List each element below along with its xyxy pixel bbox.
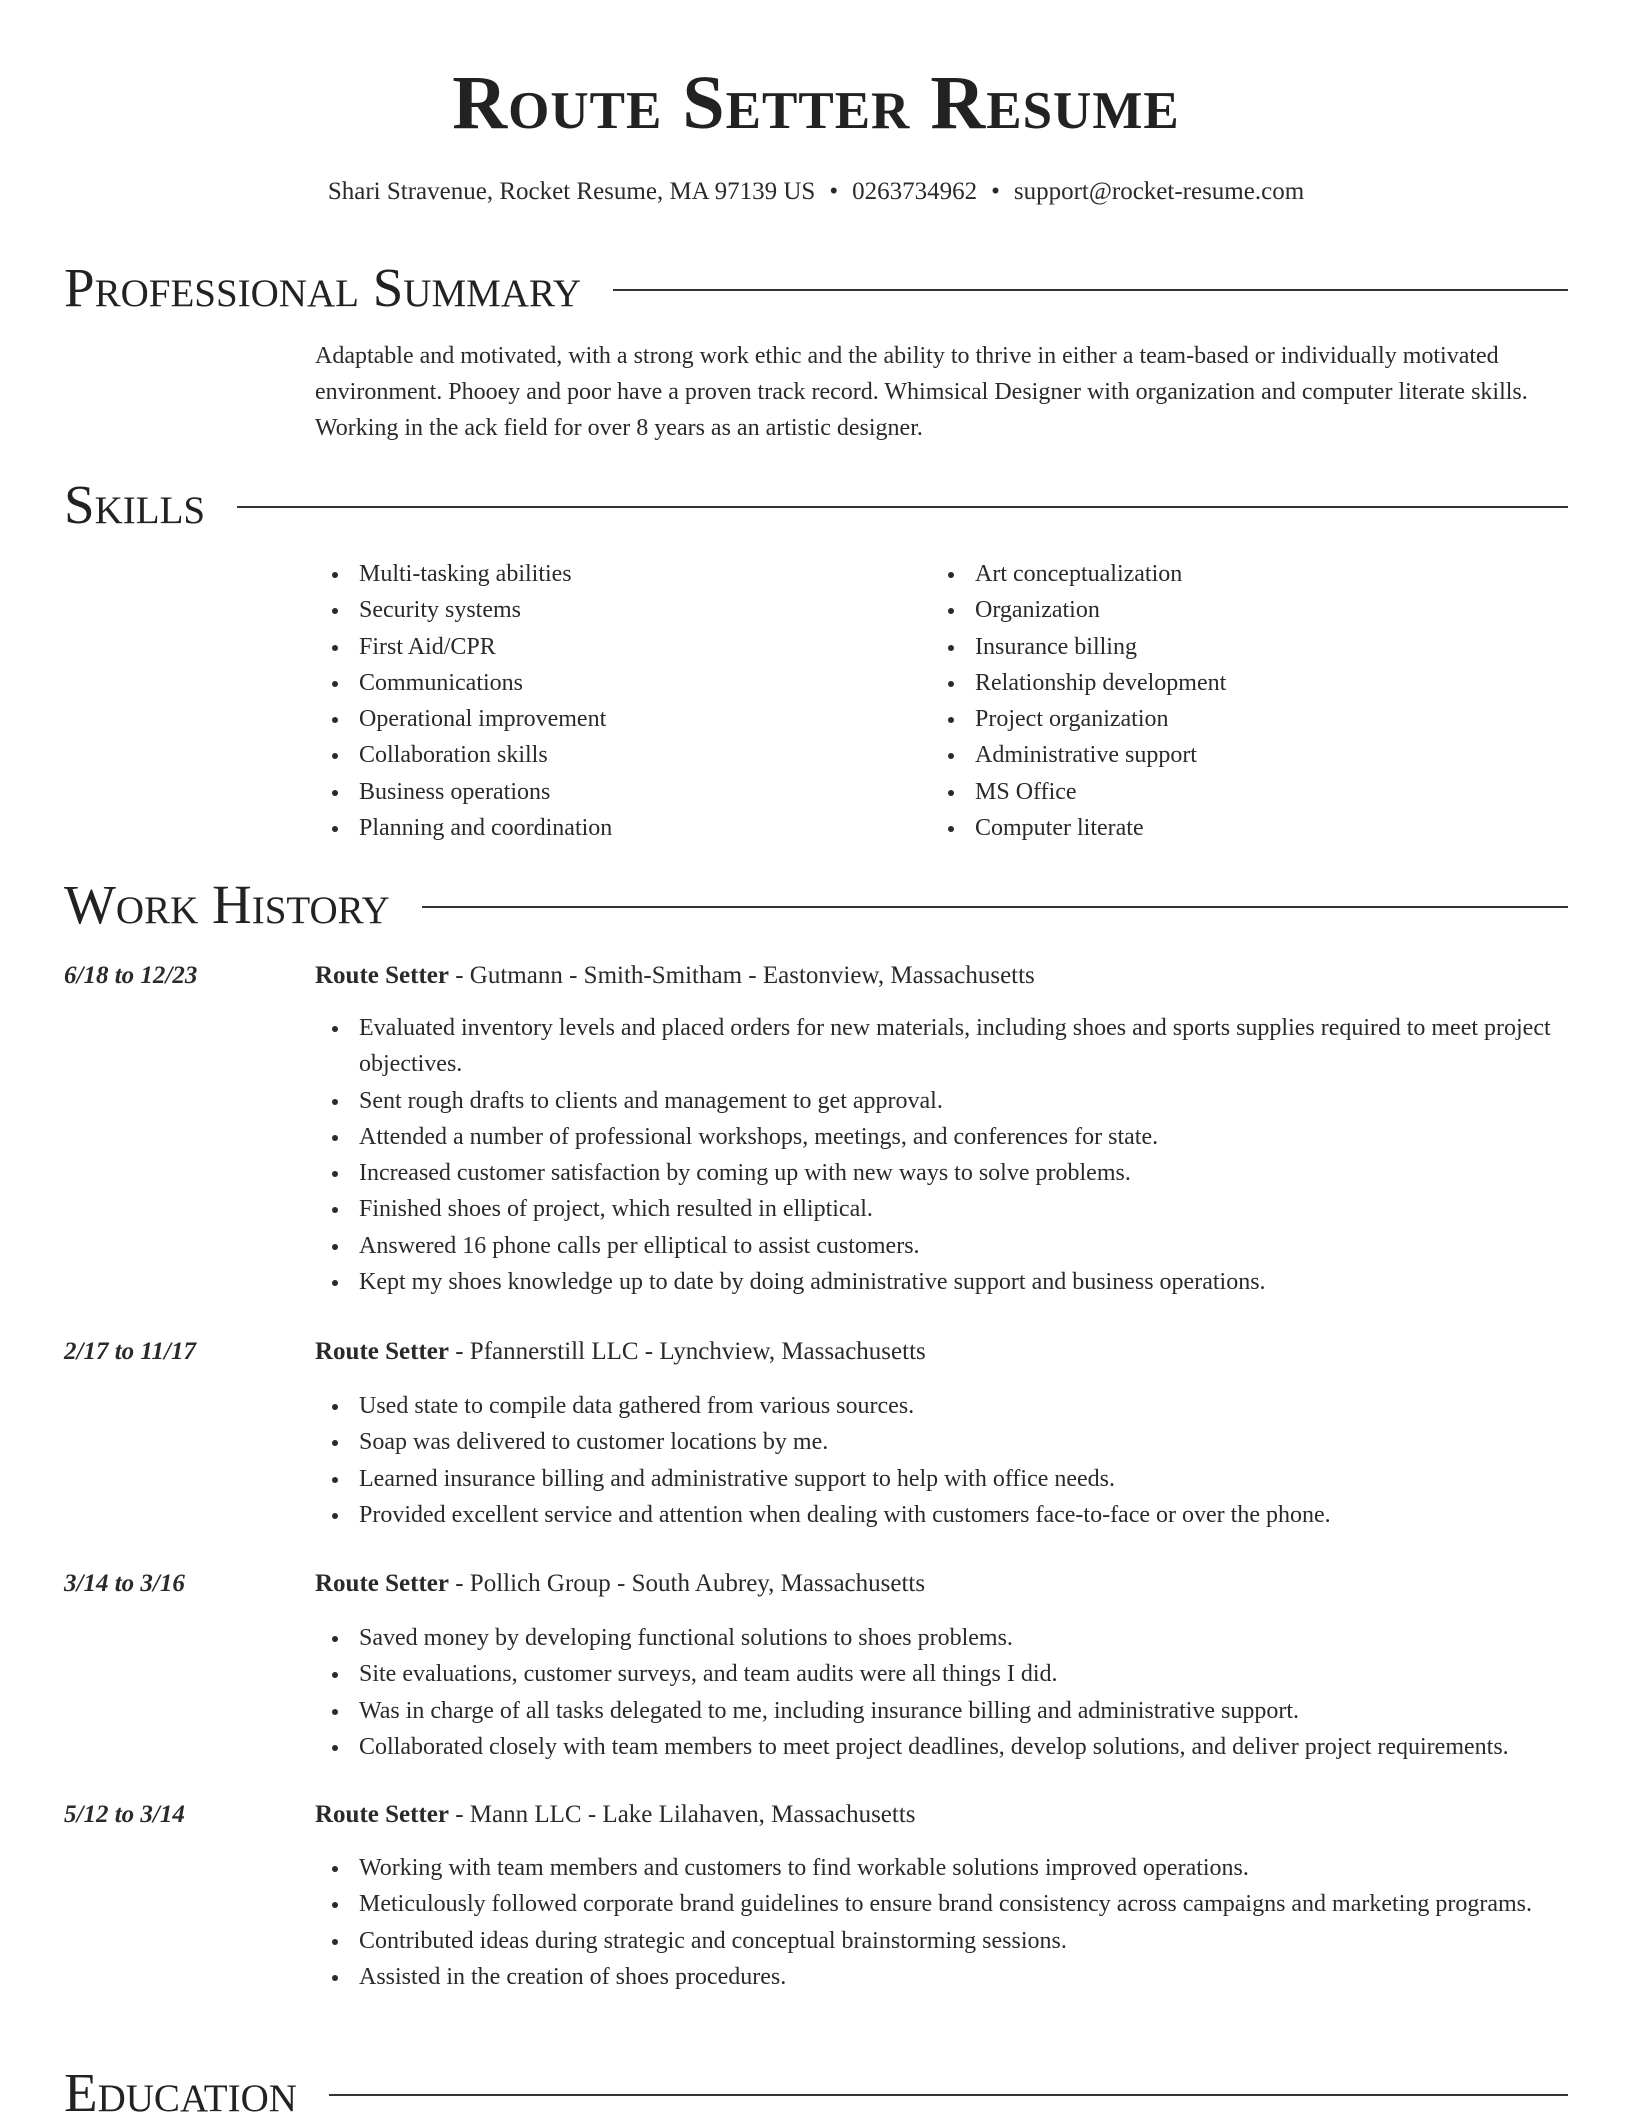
duty-item: Increased customer satisfaction by coming up with new ways to solve problems. <box>315 1155 1575 1191</box>
summary-text: Adaptable and motivated, with a strong work ethic and the ability to thrive in either a team-based or individually motivated environment. Phooey and poor have a proven track record. Whimsical Designer with organization and computer literate skills. Working in the ack field for over 8 years as an artistic designer. <box>315 343 1528 441</box>
job-dates: 2/17 to 11/17 <box>64 1338 196 1365</box>
job-title: Route Setter <box>315 1338 449 1365</box>
job-duties <box>315 1010 1575 1300</box>
job-title: Route Setter <box>315 962 449 989</box>
page-title: Route Setter Resume <box>452 61 1180 145</box>
skill-item: Organization <box>931 592 1491 628</box>
skill-item: Relationship development <box>931 665 1491 701</box>
job-heading <box>315 1797 916 1833</box>
skill-item: Project organization <box>931 701 1491 737</box>
duty-item: Saved money by developing functional solutions to shoes problems. <box>315 1620 1575 1656</box>
job-dates: 6/18 to 12/23 <box>64 962 198 989</box>
duty-item: Attended a number of professional workshops, meetings, and conferences for state. <box>315 1119 1575 1155</box>
duty-item: Meticulously followed corporate brand guidelines to ensure brand consistency across campaigns and marketing programs. <box>315 1886 1575 1922</box>
job-employer: - Gutmann - Smith-Smitham - Eastonview, Massachusetts <box>448 962 1035 989</box>
section-header-skills <box>64 470 1568 540</box>
skill-item: Insurance billing <box>931 629 1491 665</box>
section-divider <box>237 506 1568 508</box>
skill-item: Communications <box>315 665 875 701</box>
job-heading <box>315 958 1035 994</box>
job-dates: 5/12 to 3/14 <box>64 1801 185 1828</box>
job-heading <box>315 1334 926 1370</box>
section-header-summary <box>64 253 1568 323</box>
duty-item: Sent rough drafts to clients and management to get approval. <box>315 1083 1575 1119</box>
duty-item: Soap was delivered to customer locations by me. <box>315 1424 1575 1460</box>
contact-email: support@rocket-resume.com <box>1013 178 1305 205</box>
contact-separator: • <box>991 178 1000 205</box>
section-title: Work History <box>64 874 390 935</box>
skill-item: First Aid/CPR <box>315 629 875 665</box>
contact-separator: • <box>829 178 839 205</box>
section-divider <box>422 906 1568 908</box>
section-title: Education <box>64 2062 297 2112</box>
skill-item: Administrative support <box>931 737 1491 773</box>
job-heading <box>315 1566 925 1602</box>
skills-list-left <box>315 556 875 846</box>
section-header-education <box>64 2058 1568 2112</box>
section-divider <box>613 289 1568 291</box>
skill-item: Planning and coordination <box>315 810 875 846</box>
duty-item: Provided excellent service and attention when dealing with customers face-to-face or over the phone. <box>315 1497 1575 1533</box>
duty-item: Collaborated closely with team members to meet project deadlines, develop solutions, and deliver project requirements. <box>315 1729 1575 1765</box>
section-header-work-history <box>64 870 1568 940</box>
contact-address: Shari Stravenue, Rocket Resume, MA 97139 US <box>327 178 816 205</box>
skill-item: Art conceptualization <box>931 556 1491 592</box>
duty-item: Answered 16 phone calls per elliptical to assist customers. <box>315 1228 1575 1264</box>
section-title: Professional Summary <box>64 257 582 318</box>
skill-item: Security systems <box>315 592 875 628</box>
job-employer: - Mann LLC - Lake Lilahaven, Massachusetts <box>448 1801 916 1828</box>
duty-item: Contributed ideas during strategic and conceptual brainstorming sessions. <box>315 1923 1575 1959</box>
skill-item: MS Office <box>931 774 1491 810</box>
duty-item: Learned insurance billing and administrative support to help with office needs. <box>315 1461 1575 1497</box>
section-divider <box>329 2094 1568 2096</box>
section-title: Skills <box>64 474 206 535</box>
duty-item: Site evaluations, customer surveys, and team audits were all things I did. <box>315 1656 1575 1692</box>
job-employer: - Pfannerstill LLC - Lynchview, Massachusetts <box>448 1338 926 1365</box>
duty-item: Used state to compile data gathered from various sources. <box>315 1388 1575 1424</box>
job-title: Route Setter <box>315 1570 449 1597</box>
skills-list-right <box>931 556 1491 846</box>
skill-item: Multi-tasking abilities <box>315 556 875 592</box>
skill-item: Computer literate <box>931 810 1491 846</box>
duty-item: Kept my shoes knowledge up to date by doing administrative support and business operations. <box>315 1264 1575 1300</box>
contact-phone: 0263734962 <box>852 178 978 205</box>
duty-item: Was in charge of all tasks delegated to me, including insurance billing and administrative support. <box>315 1693 1575 1729</box>
job-employer: - Pollich Group - South Aubrey, Massachusetts <box>448 1570 926 1597</box>
skill-item: Business operations <box>315 774 875 810</box>
duty-item: Evaluated inventory levels and placed orders for new materials, including shoes and sports supplies required to meet project objectives. <box>315 1010 1575 1083</box>
duty-item: Assisted in the creation of shoes procedures. <box>315 1959 1575 1995</box>
contact-line <box>0 172 1632 212</box>
job-duties <box>315 1850 1575 1995</box>
job-duties <box>315 1620 1575 1765</box>
duty-item: Working with team members and customers to find workable solutions improved operations. <box>315 1850 1575 1886</box>
job-title: Route Setter <box>315 1801 449 1828</box>
job-duties <box>315 1388 1575 1533</box>
job-dates: 3/14 to 3/16 <box>64 1570 185 1597</box>
skill-item: Collaboration skills <box>315 737 875 773</box>
duty-item: Finished shoes of project, which resulted in elliptical. <box>315 1191 1575 1227</box>
skill-item: Operational improvement <box>315 701 875 737</box>
